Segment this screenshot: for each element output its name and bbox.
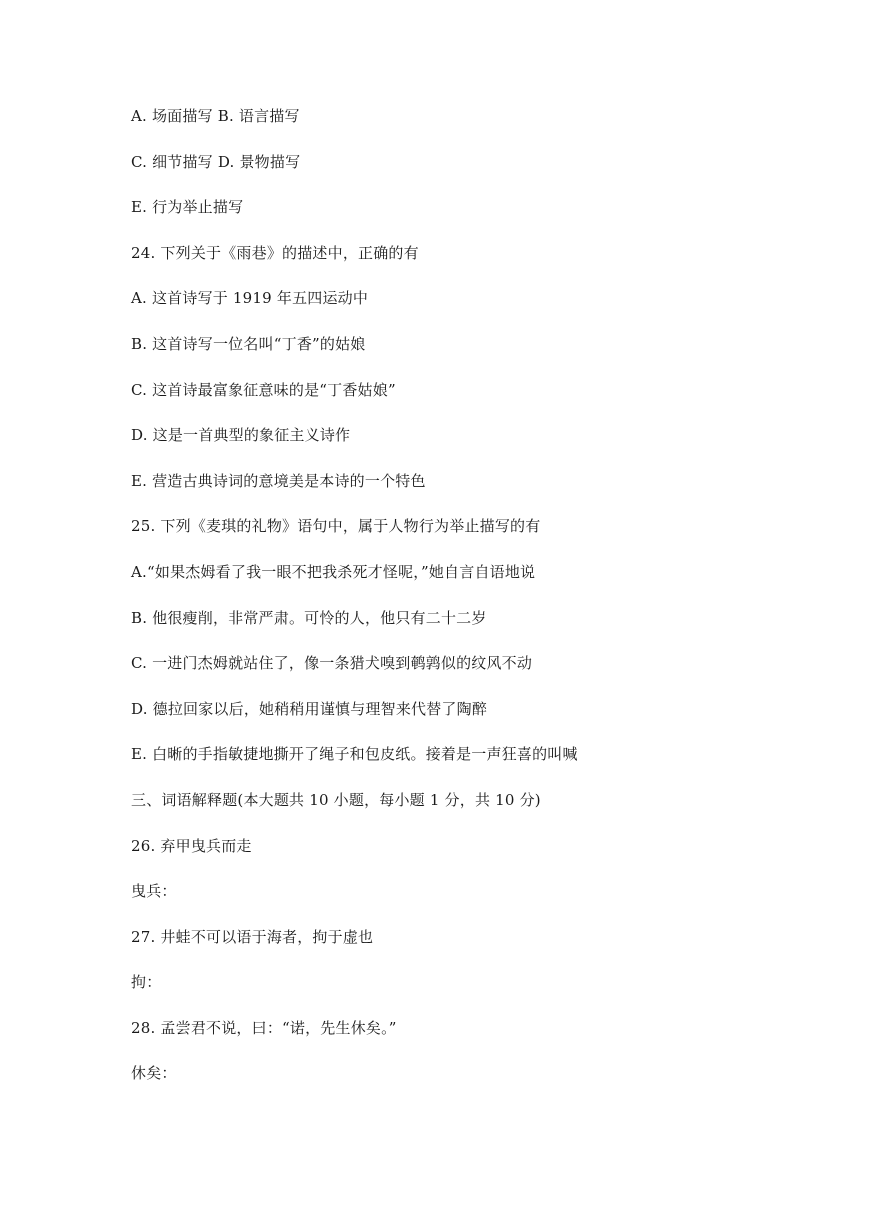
option-24-b: B. 这首诗写一位名叫“丁香”的姑娘: [131, 334, 366, 353]
option-24-c: C. 这首诗最富象征意味的是“丁香姑娘”: [131, 380, 396, 399]
option-25-a: A.“如果杰姆看了我一眼不把我杀死才怪呢，”她自言自语地说: [131, 562, 536, 581]
answer-label-28: 休矣：: [131, 1064, 177, 1083]
option-24-e: E. 营造古典诗词的意境美是本诗的一个特色: [131, 471, 426, 490]
option-25-e: E. 白晰的手指敏捷地撕开了绳子和包皮纸。接着是一声狂喜的叫喊: [131, 745, 578, 764]
answer-label-27: 拘：: [131, 973, 162, 992]
option-line-23-e: E. 行为举止描写: [131, 198, 244, 217]
question-28: 28. 孟尝君不说，曰：“诺，先生休矣。”: [131, 1018, 397, 1037]
document-body: [131, 103, 831, 1106]
question-25: 25. 下列《麦琪的礼物》语句中，属于人物行为举止描写的有: [131, 517, 541, 536]
option-25-b: B. 他很瘦削，非常严肃。可怜的人，他只有二十二岁: [131, 608, 487, 627]
option-24-d: D. 这是一首典型的象征主义诗作: [131, 426, 351, 445]
question-26: 26. 弃甲曳兵而走: [131, 836, 252, 855]
option-24-a: A. 这首诗写于 1919 年五四运动中: [131, 289, 369, 308]
question-27: 27. 井蛙不可以语于海者，拘于虚也: [131, 927, 374, 946]
option-25-d: D. 德拉回家以后，她稍稍用谨慎与理智来代替了陶醉: [131, 699, 488, 718]
option-line-23-cd: C. 细节描写 D. 景物描写: [131, 152, 301, 171]
option-line-23-ab: A. 场面描写 B. 语言描写: [131, 107, 300, 125]
answer-label-26: 曳兵：: [131, 882, 177, 901]
question-24: 24. 下列关于《雨巷》的描述中，正确的有: [131, 243, 419, 262]
option-25-c: C. 一进门杰姆就站住了，像一条猎犬嗅到鹌鹑似的纹风不动: [131, 654, 533, 673]
section-heading-3: 三、词语解释题(本大题共 10 小题，每小题 1 分，共 10 分): [131, 790, 541, 809]
